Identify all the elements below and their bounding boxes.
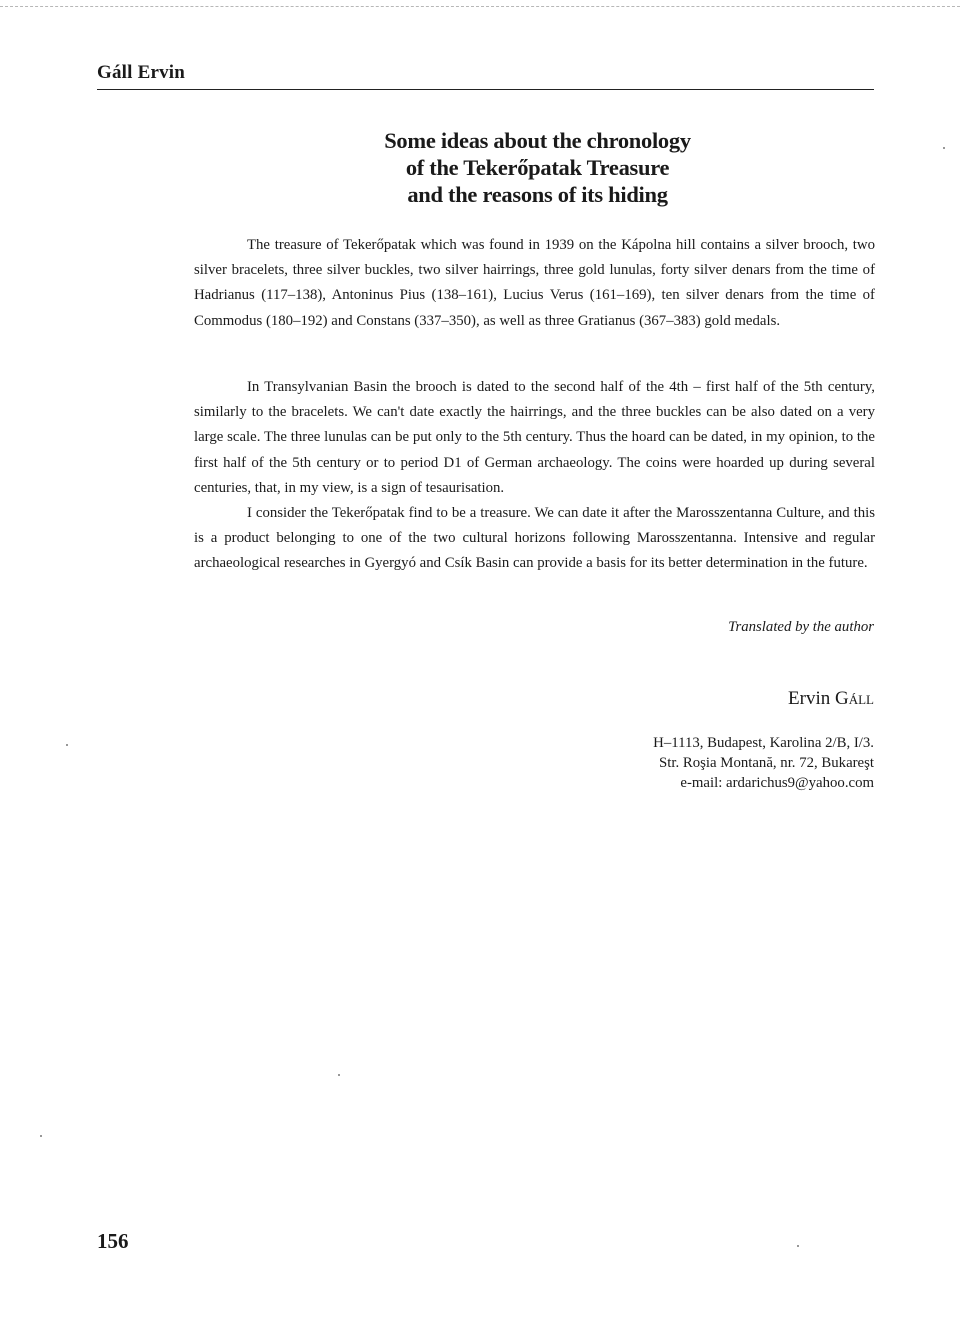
article-title bbox=[300, 127, 775, 208]
page-number: 156 bbox=[97, 1229, 129, 1253]
translator-note: Translated by the author bbox=[728, 619, 874, 635]
author-given-name: Ervin bbox=[788, 688, 831, 709]
email-line[interactable]: e-mail: ardarichus9@yahoo.com bbox=[680, 775, 874, 791]
author-address bbox=[653, 733, 874, 793]
scan-speck bbox=[40, 1135, 42, 1137]
title-line: and the reasons of its hiding bbox=[407, 182, 668, 207]
abstract-paragraph: In Transylvanian Basin the brooch is dated to the second half of the 4th – first half of the 5th century, similarly to the bracelets. We can't date exactly the hairrings, and the three buckles can be also dated on a very large scale. The three lunulas can be put only to the 5th century. Thus the hoard can be dated, in my opinion, to the first half of the 5th century or to period D1 of German archaeology. The coins were hoarded up during several centuries, that, in my view, is a sign of tesaurisation. bbox=[194, 379, 875, 496]
scan-speck bbox=[338, 1074, 340, 1076]
address-line: Str. Roşia Montană, nr. 72, Bukareşt bbox=[659, 755, 874, 771]
header-rule bbox=[97, 89, 874, 90]
author-family-name: Gáll bbox=[835, 688, 874, 709]
abstract-body bbox=[194, 375, 875, 577]
scan-border-line bbox=[0, 6, 960, 8]
scan-speck bbox=[797, 1245, 799, 1247]
author-name bbox=[788, 688, 874, 710]
title-line: of the Tekerőpatak Treasure bbox=[405, 155, 670, 180]
scan-speck bbox=[66, 744, 68, 746]
scan-speck bbox=[943, 147, 945, 149]
running-head: Gáll Ervin bbox=[97, 62, 186, 83]
abstract-paragraph: I consider the Tekerőpatak find to be a treasure. We can date it after the Marosszentanna Culture, and this is a product belonging to one of the two cultural horizons following Marosszentanna. Intensive and regular archaeological researches in Gyergyó and Csík Basin can provide a basis for its better determination in the future. bbox=[194, 505, 875, 572]
title-line: Some ideas about the chronology bbox=[384, 128, 691, 153]
abstract-paragraph: The treasure of Tekerőpatak which was found in 1939 on the Kápolna hill contains a silver brooch, two silver bracelets, three silver buckles, two silver hairrings, three gold lunulas, forty silver denars from the time of Hadrianus (117–138), Antoninus Pius (138–161), Lucius Verus (161–169), ten silver denars from the time of Commodus (180–192) and Constans (337–350), as well as three Gratianus (367–383) gold medals. bbox=[194, 237, 875, 329]
address-line: H–1113, Budapest, Karolina 2/B, I/3. bbox=[653, 735, 874, 751]
